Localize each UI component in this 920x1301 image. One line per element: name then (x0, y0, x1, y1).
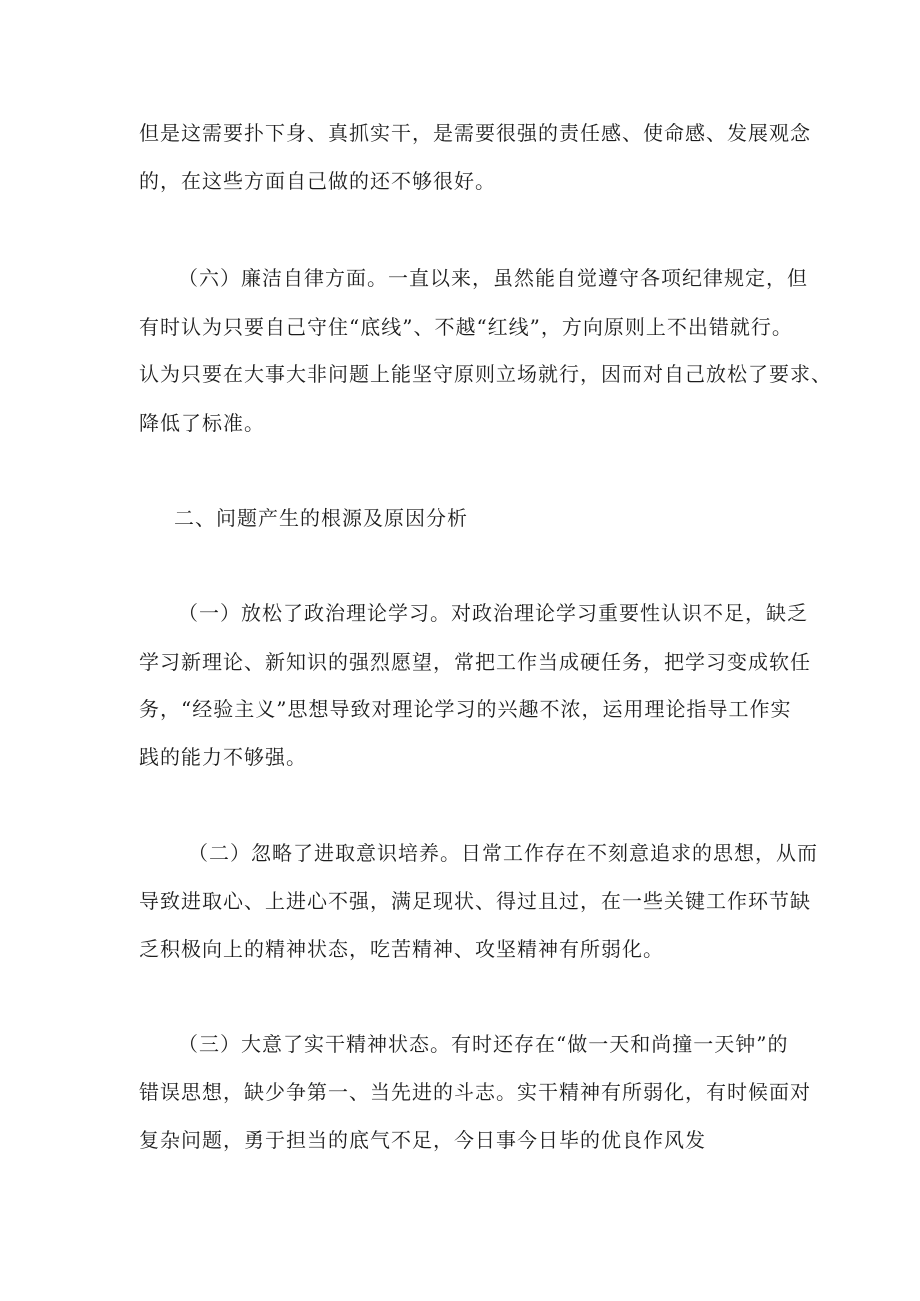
paragraph-line: 学习新理论、新知识的强烈愿望，常把工作当成硬任务，把学习变成软任 (139, 650, 811, 674)
paragraph-line: 的，在这些方面自己做的还不够很好。 (139, 169, 496, 193)
paragraph-line: 认为只要在大事大非问题上能坚守原则立场就行，因而对自己放松了要求、 (139, 362, 832, 386)
paragraph-line: （三）大意了实干精神状态。有时还存在“做一天和尚撞一天钟”的 (178, 1032, 789, 1056)
paragraph-line: （二）忽略了进取意识培养。日常工作存在不刻意追求的思想，从而 (188, 841, 818, 865)
paragraph-line: （一）放松了政治理论学习。对政治理论学习重要性认识不足，缺乏 (178, 601, 808, 625)
paragraph-line: 有时认为只要自己守住“底线”、不越“红线”，方向原则上不出错就行。 (139, 315, 793, 339)
paragraph-line: （六）廉洁自律方面。一直以来，虽然能自觉遵守各项纪律规定，但 (178, 266, 808, 290)
paragraph-line: 降低了标准。 (139, 411, 265, 435)
paragraph-line: 复杂问题，勇于担当的底气不足，今日事今日毕的优良作风发 (139, 1128, 706, 1152)
paragraph-line: 践的能力不够强。 (139, 745, 307, 769)
paragraph-line: 乏积极向上的精神状态，吃苦精神、攻坚精神有所弱化。 (139, 937, 664, 961)
paragraph-line: 错误思想，缺少争第一、当先进的斗志。实干精神有所弱化，有时候面对 (139, 1080, 811, 1104)
paragraph-line: 务，“经验主义”思想导致对理论学习的兴趣不浓，运用理论指导工作实 (139, 697, 792, 721)
paragraph-line: 但是这需要扑下身、真抓实干，是需要很强的责任感、使命感、发展观念 (139, 121, 811, 145)
section-heading: 二、问题产生的根源及原因分析 (174, 506, 468, 530)
paragraph-line: 导致进取心、上进心不强，满足现状、得过且过，在一些关键工作环节缺 (139, 889, 811, 913)
